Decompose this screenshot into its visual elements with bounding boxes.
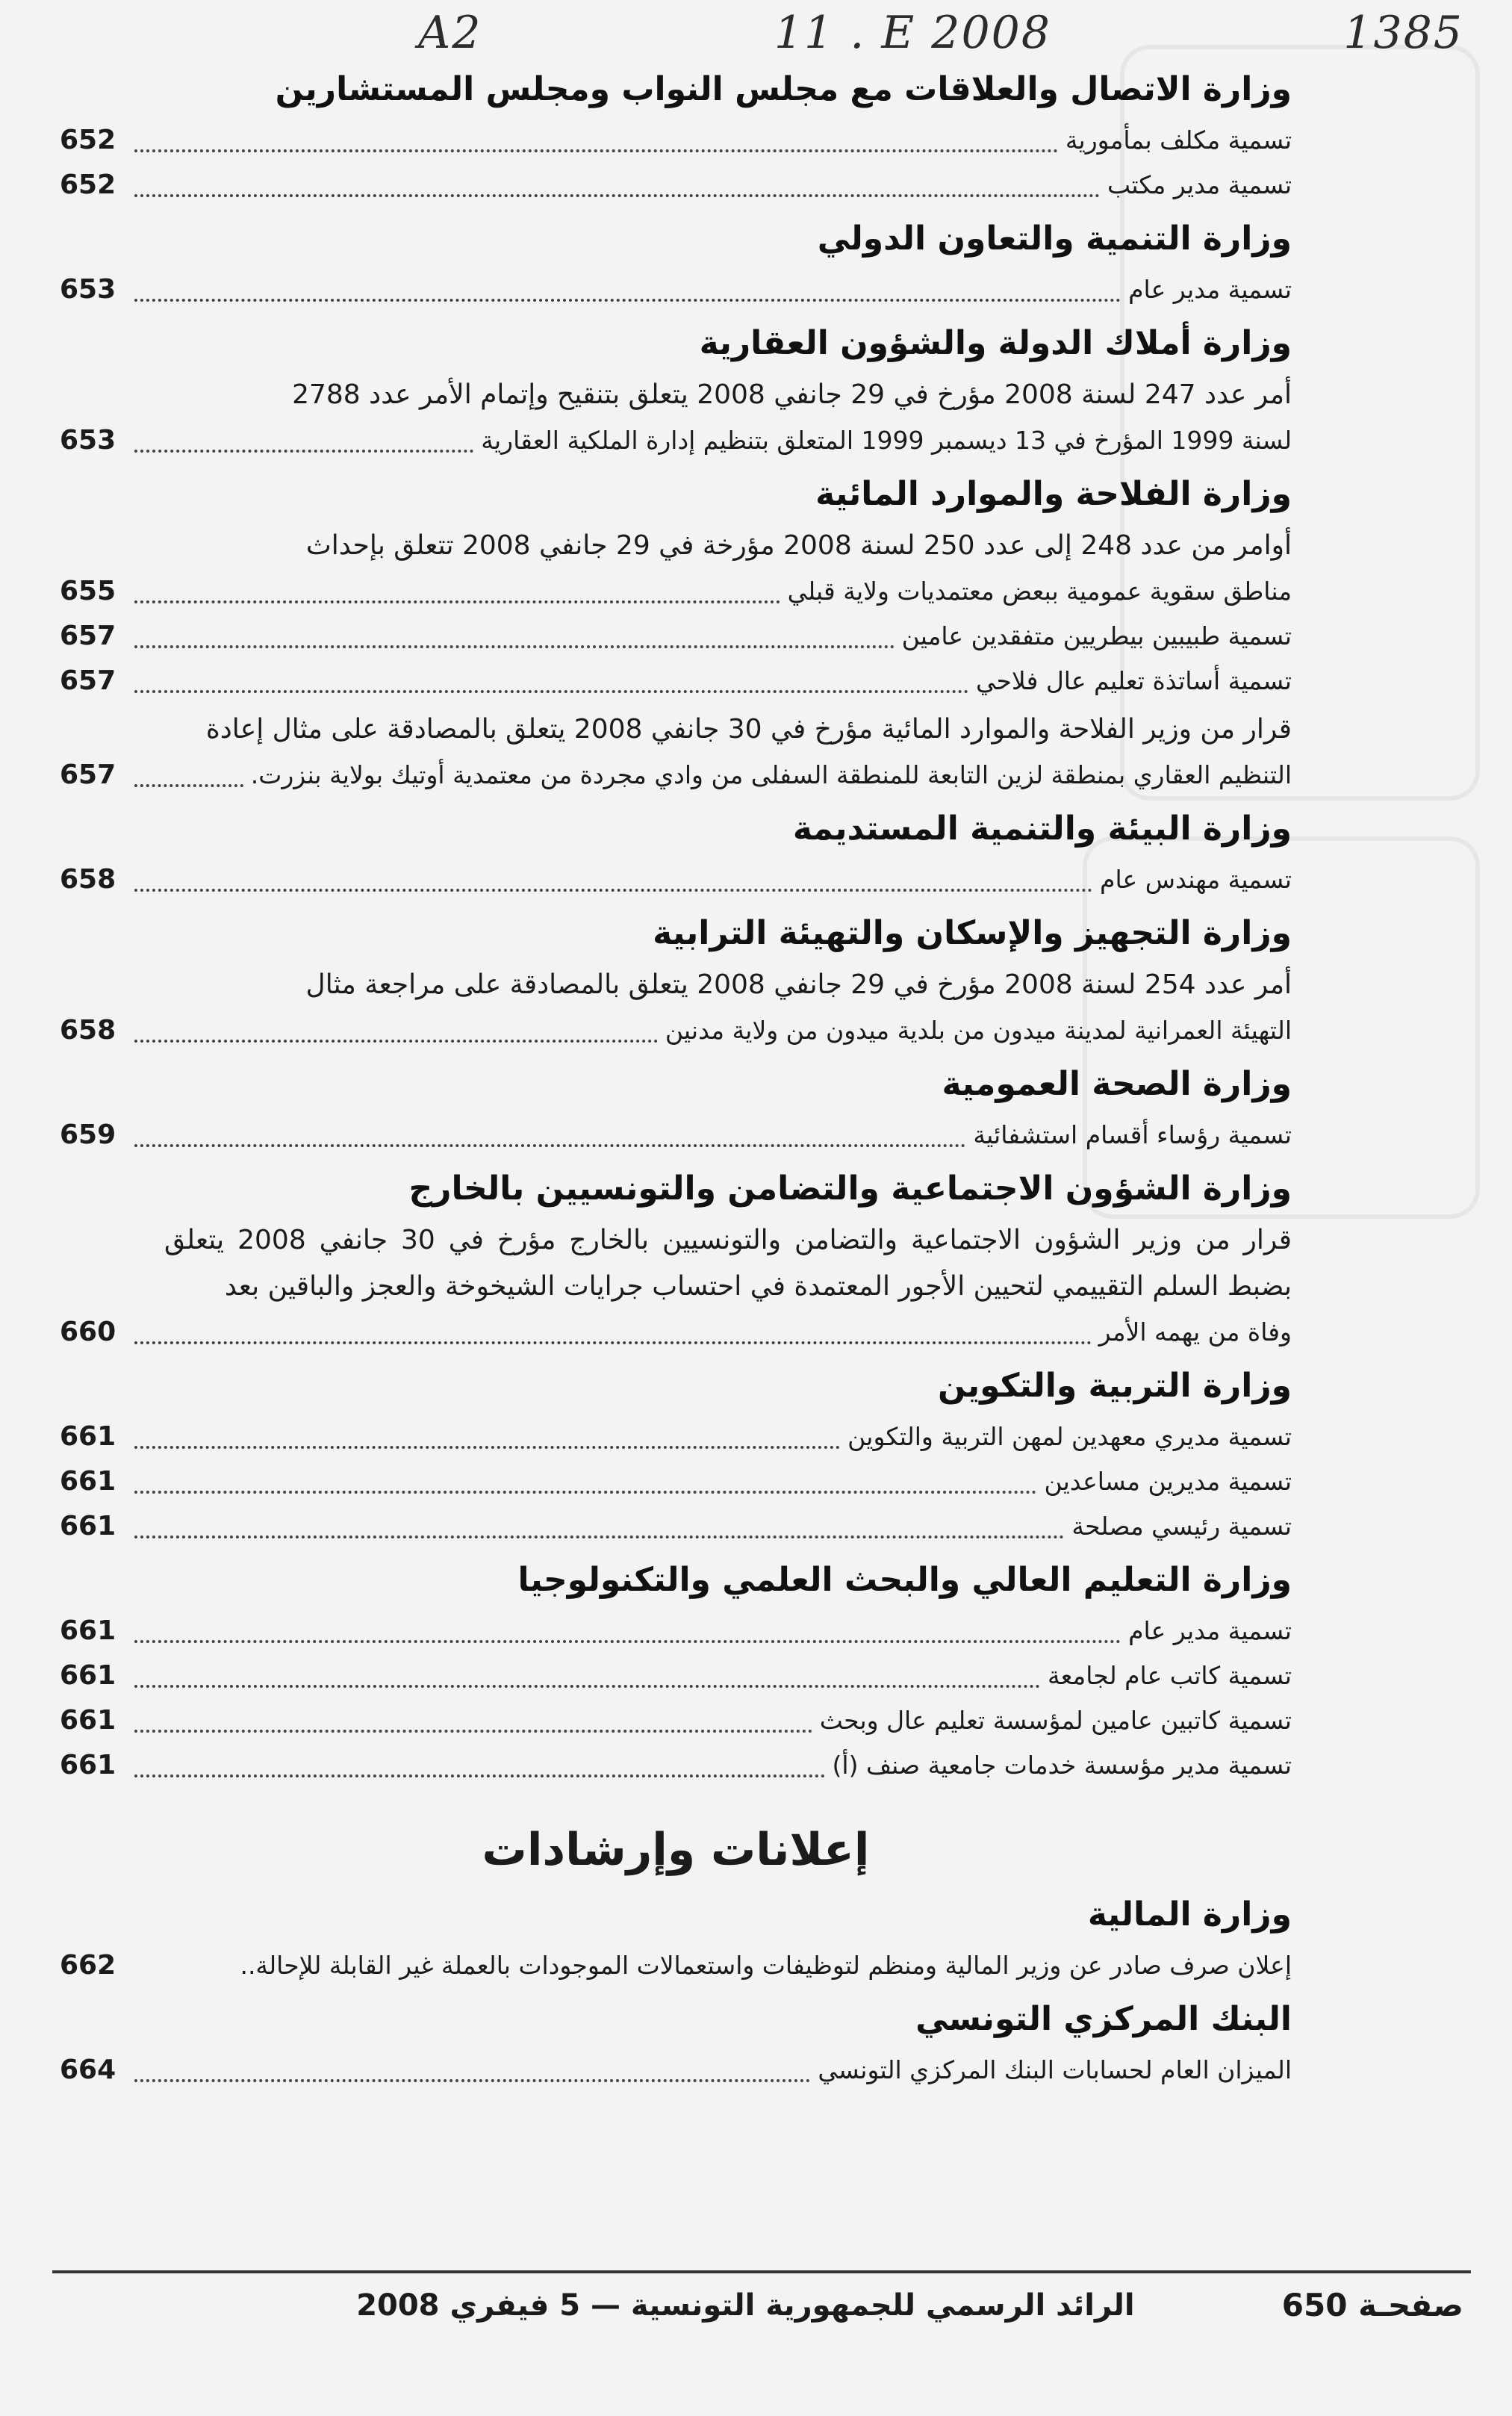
entry-page-number: 652: [60, 125, 116, 155]
entry-text: تسمية مديري معهدين لمهن التربية والتكوين: [847, 1422, 1292, 1451]
entry-paragraph: قرار من وزير الفلاحة والموارد المائية مؤرخ في 30 جانفي 2008 يتعلق بالمصادقة على مثال إعادة: [205, 714, 1292, 745]
dot-leader: [134, 600, 780, 603]
ministry-heading: وزارة التجهيز والإسكان والتهيئة الترابية: [653, 914, 1292, 952]
entry-paragraph: قرار من وزير الشؤون الاجتماعية والتضامن والتونسيين بالخارج مؤرخ في 30 جانفي 2008 يتعلق بضبط السلم التقييمي لتحيين الأجور المعتمدة في احتساب جرايات الشيخوخة والعجز والباقين بعد: [164, 1225, 1292, 1302]
ministry-heading: وزارة الاتصال والعلاقات مع مجلس النواب ومجلس المستشارين: [275, 70, 1292, 108]
entry-page-number: 661: [60, 1660, 116, 1691]
entry-text: إعلان صرف صادر عن وزير المالية ومنظم لتوظيفات واستعمالات الموجودات بالعملة غير القابلة للإحالة..: [240, 1951, 1292, 1980]
dot-leader: [134, 298, 1121, 302]
dot-leader: [134, 1445, 840, 1449]
dot-leader: [134, 1341, 1092, 1344]
entry-text: مناطق سقوية عمومية ببعض معتمديات ولاية قبلي: [787, 577, 1292, 606]
toc-entry[interactable]: [60, 267, 1292, 312]
dot-leader: [134, 783, 243, 787]
entry-text: تسمية مكلف بمأمورية: [1065, 125, 1292, 155]
dot-leader: [134, 1039, 658, 1043]
entry-text: تسمية مدير مؤسسة خدمات جامعية صنف (أ): [832, 1751, 1292, 1780]
notices-section-title: إعلانات وإرشادات: [482, 1824, 870, 1876]
entry-page-number: 661: [60, 1750, 116, 1780]
toc-entry[interactable]: [60, 1943, 1292, 1988]
dot-leader: [134, 449, 473, 453]
entry-text: تسمية كاتبين عامين لمؤسسة تعليم عال وبحث: [819, 1706, 1292, 1735]
dot-leader: [134, 1977, 232, 1978]
page-footer: [60, 2287, 1463, 2323]
entry-page-number: 659: [60, 1120, 116, 1150]
entry-text: تسمية مدير مكتب: [1107, 170, 1292, 199]
entry-page-number: 657: [60, 621, 116, 651]
handwriting-date: 11 . E 2008: [774, 7, 1051, 59]
toc-entry[interactable]: [60, 614, 1292, 659]
entry-page-number: 657: [60, 665, 116, 696]
entry-page-number: 664: [60, 2055, 116, 2085]
entry-page-number: 661: [60, 1421, 116, 1452]
ministry-heading: وزارة الفلاحة والموارد المائية: [815, 475, 1292, 513]
handwritten-annotation: [418, 3, 1463, 63]
entry-paragraph: أمر عدد 254 لسنة 2008 مؤرخ في 29 جانفي 2008 يتعلق بالمصادقة على مراجعة مثال: [305, 969, 1292, 1000]
entry-page-number: 657: [60, 760, 116, 790]
handwriting-number: 1385: [1343, 7, 1463, 59]
toc-entry[interactable]: [60, 118, 1292, 163]
dot-leader: [134, 645, 895, 648]
journal-title: الرائد الرسمي للجمهورية التونسية — 5 فيفري 2008: [356, 2288, 1135, 2323]
ministry-heading: وزارة التعليم العالي والبحث العلمي والتكنولوجيا: [517, 1561, 1292, 1599]
toc-entry[interactable]: [60, 659, 1292, 704]
dot-leader: [134, 193, 1100, 197]
ministry-heading: وزارة المالية: [1087, 1895, 1292, 1934]
entry-text: التهيئة العمرانية لمدينة ميدون من بلدية ميدون من ولاية مدنين: [665, 1016, 1292, 1045]
toc-entry[interactable]: [60, 1414, 1292, 1459]
entry-text: تسمية مديرين مساعدين: [1044, 1467, 1292, 1496]
dot-leader: [134, 2078, 810, 2082]
toc-entry[interactable]: [60, 1504, 1292, 1549]
entry-page-number: 658: [60, 1015, 116, 1046]
dot-leader: [134, 149, 1058, 152]
dot-leader: [134, 689, 968, 693]
entry-page-number: 661: [60, 1705, 116, 1736]
entry-text: تسمية كاتب عام لجامعة: [1047, 1661, 1292, 1690]
entry-text: تسمية رئيسي مصلحة: [1071, 1512, 1292, 1541]
dot-leader: [134, 1639, 1121, 1643]
toc-entry[interactable]: [60, 1653, 1292, 1698]
entry-page-number: 652: [60, 170, 116, 200]
dot-leader: [134, 1490, 1036, 1494]
entry-text: وفاة من يهمه الأمر: [1098, 1317, 1292, 1347]
entry-page-number: 655: [60, 576, 116, 606]
toc-entry[interactable]: [60, 1698, 1292, 1743]
dot-leader: [134, 1143, 965, 1147]
toc-entry[interactable]: [60, 857, 1292, 902]
ministry-heading: البنك المركزي التونسي: [915, 2000, 1292, 2038]
entry-text: لسنة 1999 المؤرخ في 13 ديسمبر 1999 المتعلق بتنظيم إدارة الملكية العقارية: [481, 426, 1292, 455]
toc-entry[interactable]: [60, 1743, 1292, 1788]
entry-paragraph: أمر عدد 247 لسنة 2008 مؤرخ في 29 جانفي 2008 يتعلق بتنقيح وإتمام الأمر عدد 2788: [292, 379, 1292, 410]
toc-entry[interactable]: [60, 2048, 1292, 2093]
toc-entry[interactable]: [60, 753, 1292, 798]
dot-leader: [134, 1729, 812, 1733]
handwriting-ref: A2: [418, 7, 482, 59]
entry-page-number: 661: [60, 1511, 116, 1541]
ministry-heading: وزارة الشؤون الاجتماعية والتضامن والتونسيين بالخارج: [408, 1170, 1292, 1208]
footer-divider: [52, 2270, 1471, 2273]
ministry-heading: وزارة التنمية والتعاون الدولي: [817, 220, 1292, 258]
entry-page-number: 653: [60, 425, 116, 456]
dot-leader: [134, 1535, 1064, 1538]
entry-text: تسمية أساتذة تعليم عال فلاحي: [975, 666, 1292, 695]
entry-page-number: 658: [60, 864, 116, 895]
toc-entry[interactable]: [60, 418, 1292, 463]
dot-leader: [134, 888, 1092, 892]
entry-text: تسمية مهندس عام: [1100, 865, 1292, 894]
ministry-heading: وزارة التربية والتكوين: [937, 1367, 1292, 1405]
ministry-heading: وزارة أملاك الدولة والشؤون العقارية: [699, 324, 1292, 362]
toc-entry[interactable]: [60, 1459, 1292, 1504]
entry-page-number: 661: [60, 1615, 116, 1646]
entry-text: الميزان العام لحسابات البنك المركزي التونسي: [818, 2055, 1292, 2084]
ministry-heading: وزارة البيئة والتنمية المستديمة: [792, 810, 1292, 848]
toc-entry[interactable]: [60, 163, 1292, 208]
entry-text: التنظيم العقاري بمنطقة لزين التابعة للمنطقة السفلى من وادي مجردة من معتمدية أوتيك بولاية بنزرت.: [250, 760, 1292, 789]
entry-page-number: 662: [60, 1950, 116, 1981]
entry-page-number: 653: [60, 274, 116, 305]
entry-page-number: 661: [60, 1466, 116, 1497]
entry-text: تسمية طبيبين بيطريين متفقدين عامين: [901, 621, 1292, 650]
table-of-contents: [60, 58, 1292, 2093]
toc-entry[interactable]: [60, 1008, 1292, 1053]
entry-page-number: 660: [60, 1317, 116, 1347]
dot-leader: [134, 1774, 825, 1777]
toc-entry[interactable]: [60, 569, 1292, 614]
toc-entry[interactable]: [60, 1609, 1292, 1653]
toc-entry[interactable]: [60, 1113, 1292, 1158]
entry-text: تسمية رؤساء أقسام استشفائية: [973, 1120, 1292, 1149]
entry-text: تسمية مدير عام: [1128, 275, 1292, 304]
entry-text: تسمية مدير عام: [1128, 1616, 1292, 1645]
page-number: صفحـة 650: [1281, 2287, 1463, 2323]
toc-entry[interactable]: [60, 1310, 1292, 1355]
ministry-heading: وزارة الصحة العمومية: [942, 1065, 1292, 1103]
entry-paragraph: أوامر من عدد 248 إلى عدد 250 لسنة 2008 مؤرخة في 29 جانفي 2008 تتعلق بإحداث: [305, 530, 1292, 561]
dot-leader: [134, 1684, 1040, 1688]
